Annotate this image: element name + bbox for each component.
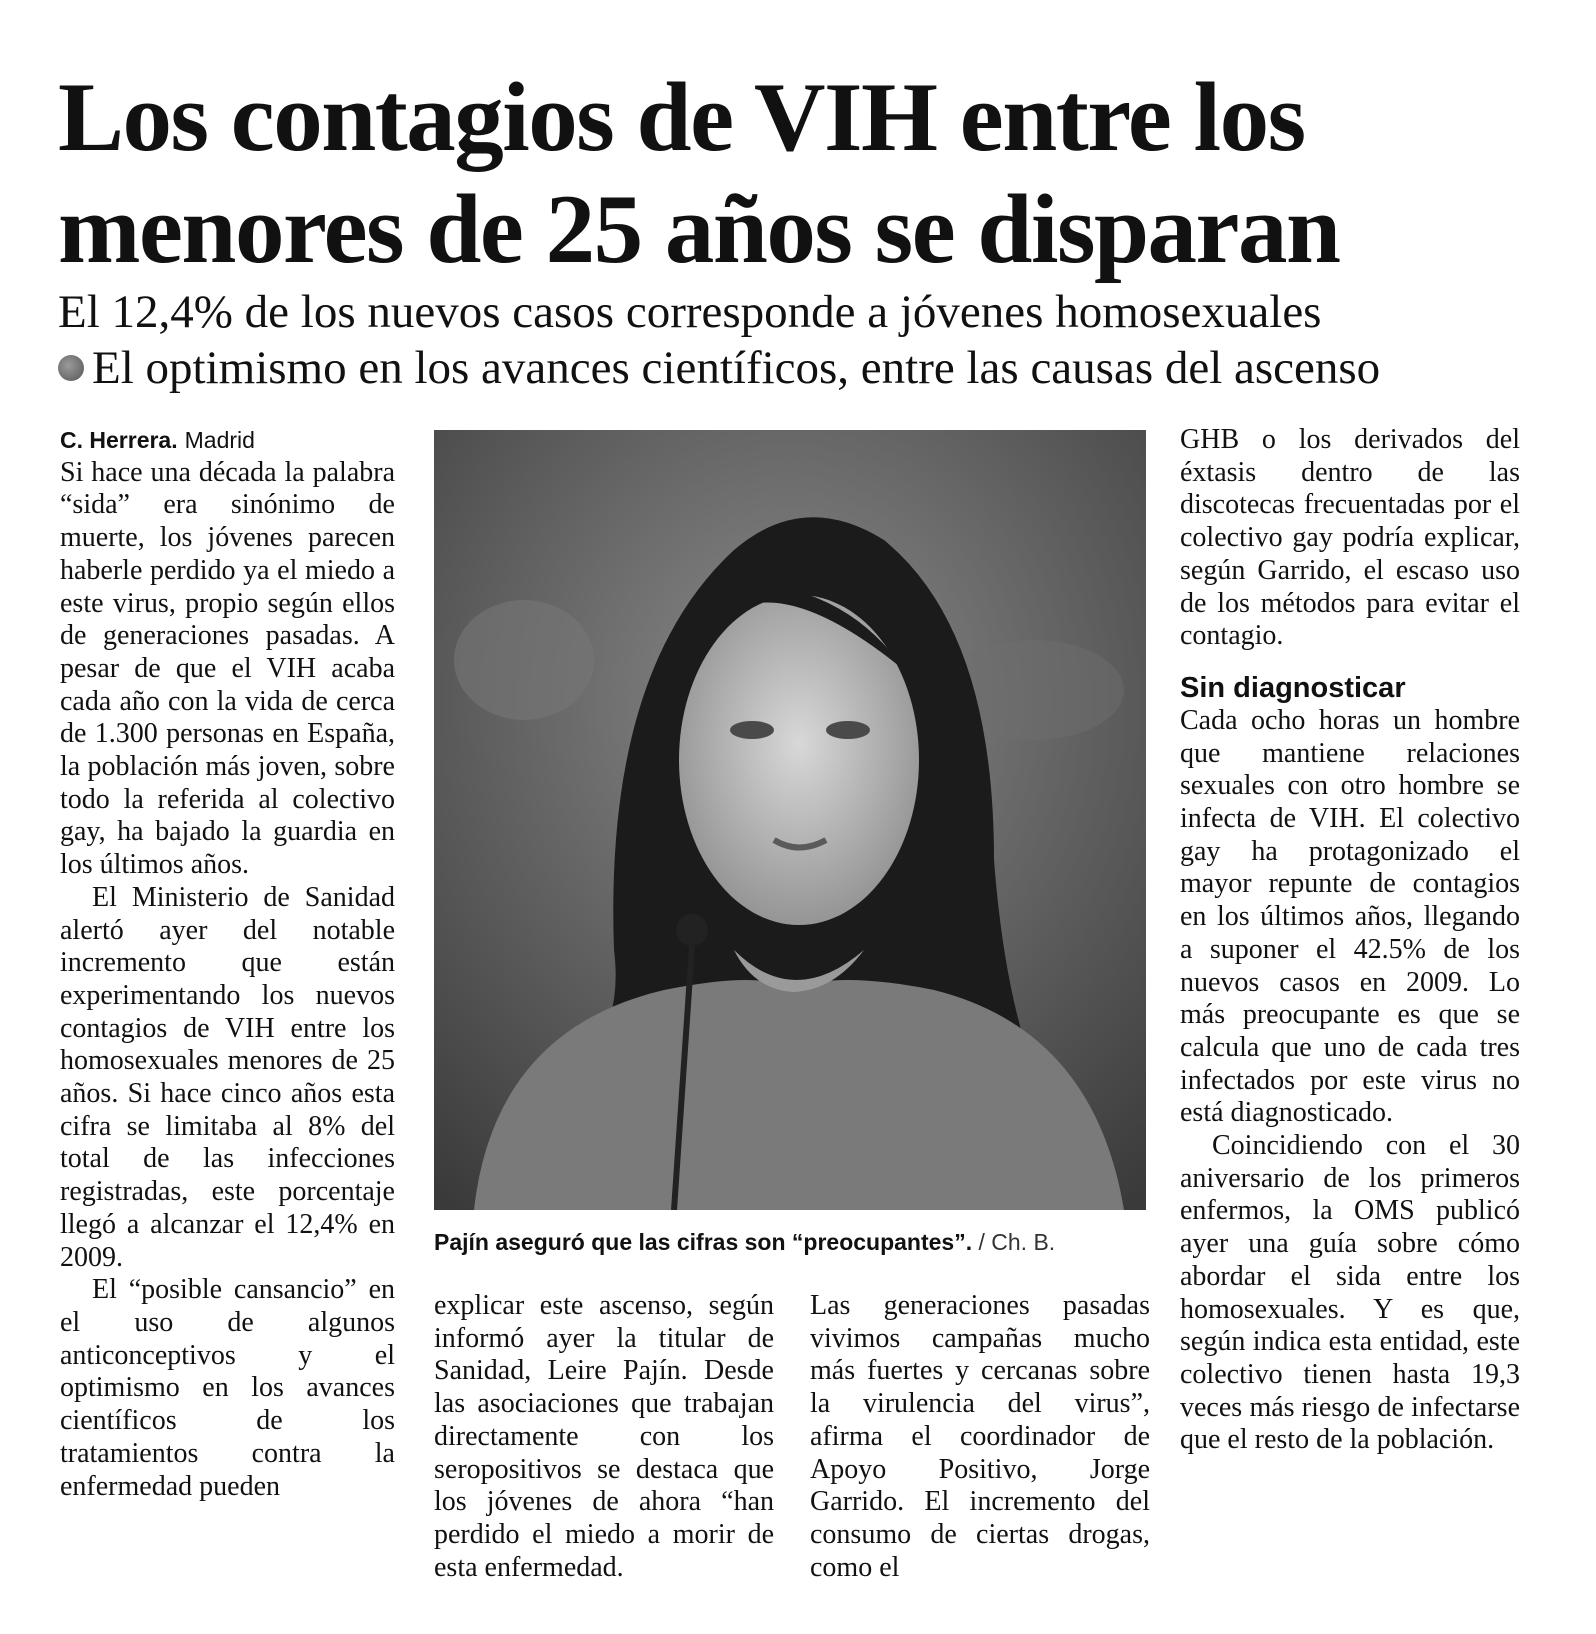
paragraph: Si hace una década la palabra “sida” era sinónimo de muerte, los jóvenes parecen haberle perdido ya el miedo a este virus, propio según ellos de generaciones pasadas. A pesar de que el VIH acaba cada año con la vida de cerca de 1.300 personas en España, la población más joven, sobre todo la referida al colectivo gay, ha bajado la guardia en los últimos años. (60, 456, 395, 881)
article-column-2 (434, 1290, 774, 1584)
byline (60, 424, 395, 457)
paragraph: El Ministerio de Sanidad alertó ayer del notable incremento que están experimentando los nuevos contagios de VIH entre los homosexuales menores de 25 años. Si hace cinco años esta cifra se limitaba al 8% del total de las infecciones registradas, este porcentaje llegó a alcanzar el 12,4% en 2009. (60, 881, 395, 1273)
paragraph: Las generaciones pasadas vivimos campañas mucho más fuertes y cercanas sobre la virulencia del virus”, afirma el coordinador de Apoyo Positivo, Jorge Garrido. El incremento del consumo de ciertas drogas, como el (810, 1290, 1150, 1583)
section-heading: Sin diagnosticar (1180, 671, 1406, 704)
paragraph: GHB o los derivados del éxtasis dentro de las discotecas frecuentadas por el colectivo gay podría explicar, según Garrido, el escaso uso de los métodos para evitar el contagio. (1180, 424, 1520, 652)
photo-caption (434, 1228, 1146, 1256)
photo-credit: / Ch. B. (978, 1229, 1056, 1255)
article-column-4 (1180, 424, 1520, 1457)
subhead-line-2 (58, 340, 1578, 396)
bullet-icon (58, 355, 84, 381)
paragraph: explicar este ascenso, según informó ayer la titular de Sanidad, Leire Pajín. Desde las asociaciones que trabajan directamente con los seropositivos se destaca que los jóvenes de ahora “han perdido el miedo a morir de esta enfermedad. (434, 1290, 774, 1583)
subhead-line-1: El 12,4% de los nuevos casos corresponde a jóvenes homosexuales (58, 286, 1322, 338)
article-column-1 (60, 424, 395, 1624)
news-photo (434, 430, 1146, 1210)
paragraph: Coincidiendo con el 30 aniversario de los primeros enfermos, la OMS publicó ayer una guía sobre cómo abordar el sida entre los homosexuales. Y es que, según indica esta entidad, este colectivo tienen hasta 19,3 veces más riesgo de infectarse que el resto de la población. (1180, 1130, 1520, 1456)
paragraph: Cada ocho horas un hombre que mantiene relaciones sexuales con otro hombre se infecta de VIH. El colectivo gay ha protagonizado el mayor repunte de contagios en los últimos años, llegando a suponer el 42.5% de los nuevos casos en 2009. Lo más preocupante es que se calcula que uno de cada tres infectados por este virus no está diagnosticado. (1180, 704, 1520, 1129)
portrait-photo-placeholder (434, 430, 1146, 1210)
subheadline (58, 284, 1578, 396)
paragraph: El “posible cansancio” en el uso de algunos anticonceptivos y el optimismo en los avances científicos de los tratamientos contra la enfermedad pueden (60, 1274, 395, 1502)
caption-text: Pajín aseguró que las cifras son “preocupantes”. (434, 1229, 973, 1255)
byline-author: C. Herrera. (60, 427, 178, 453)
headline: Los contagios de VIH entre los menores de 25 años se disparan (58, 63, 1340, 284)
subhead-line-2-text: El optimismo en los avances científicos, entre las causas del ascenso (92, 342, 1381, 394)
byline-place: Madrid (184, 427, 255, 453)
article-column-3 (810, 1290, 1150, 1584)
